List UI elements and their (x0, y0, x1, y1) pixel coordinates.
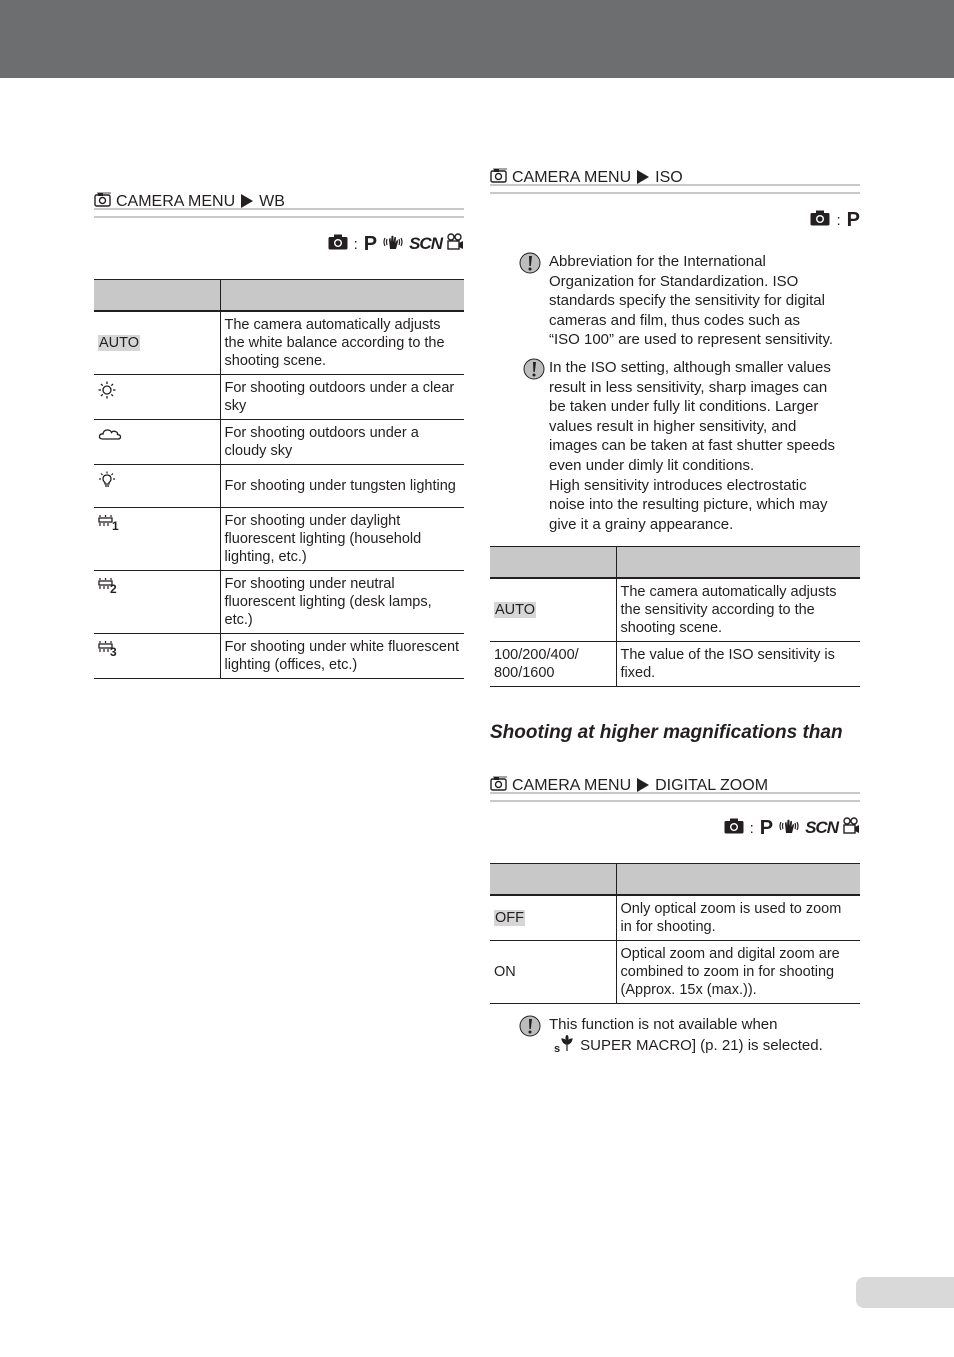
option-description: For shooting under neutral fluorescent lighting (desk lamps, etc.) (220, 571, 464, 634)
table-row (490, 941, 860, 1004)
option-description: The value of the ISO sensitivity is fixed. (616, 642, 860, 687)
zoom-note (549, 1015, 861, 1058)
table-header-row (490, 547, 860, 579)
option-label: 100/200/400/ 800/1600 (490, 642, 616, 687)
zoom-menu-label: CAMERA MENU (512, 777, 632, 794)
stabilization-mode-icon (777, 817, 801, 840)
scene-mode-label: SCN (409, 234, 442, 253)
program-mode-label: P (846, 208, 860, 231)
stabilization-mode-icon (381, 233, 405, 256)
option-description: Optical zoom and digital zoom are combined to zoom in for shooting (Approx. 15x (max.)). (616, 941, 860, 1004)
modes-colon: : (836, 211, 841, 229)
note-line: values result in higher sensitivity, and (549, 417, 797, 435)
note-line-2: s SUPER MACRO] (p. 21) is selected. (549, 1035, 861, 1059)
caution-icon (523, 358, 545, 386)
iso-note-sensitivity (549, 358, 861, 534)
note-line: standards specify the sensitivity for digital (549, 292, 825, 310)
note-line: “ISO 100” are used to represent sensitivity. (549, 331, 834, 349)
program-mode-label: P (759, 816, 774, 839)
table-row (94, 420, 464, 465)
note-line: Abbreviation for the International (549, 253, 766, 270)
wb-menu-item: WB (259, 193, 285, 210)
zoom-menu-item: DIGITAL ZOOM (655, 777, 769, 794)
note-line: be taken under fully lit conditions. Larger (549, 398, 819, 416)
zoom-modes (686, 816, 860, 840)
note-line: even under dimly lit conditions. (549, 456, 755, 474)
wb-menu-label: CAMERA MENU (116, 193, 236, 210)
option-description: For shooting under white fluorescent lighting (offices, etc.) (220, 634, 464, 679)
modes-colon: : (749, 819, 754, 837)
option-description: The camera automatically adjusts the white balance according to the shooting scene. (220, 311, 464, 375)
wb-modes (290, 232, 464, 256)
arrow-right-icon (637, 778, 649, 792)
sunny-icon (98, 387, 116, 403)
svg-text:s: s (554, 1042, 561, 1053)
zoom-options-table (490, 863, 860, 1004)
table-header-row (94, 280, 464, 312)
note-line: give it a grainy appearance. (549, 515, 734, 533)
table-header-row (490, 864, 860, 896)
caution-icon (519, 1015, 541, 1043)
svg-text:2: 2 (110, 582, 117, 595)
top-banner (0, 0, 954, 78)
camera-mode-icon (328, 234, 348, 255)
fluorescent-1-icon (98, 520, 120, 536)
super-macro-icon (554, 1035, 576, 1059)
option-description: The camera automatically adjusts the sensitivity according to the shooting scene. (616, 578, 860, 642)
note-line: In the ISO setting, although smaller values (549, 359, 831, 376)
arrow-right-icon (241, 194, 253, 208)
scene-mode-label: SCN (805, 818, 838, 837)
iso-options-table (490, 546, 860, 687)
section-title: Shooting at higher magnifications than (490, 722, 843, 743)
movie-mode-icon (842, 817, 860, 840)
iso-menu-path (490, 168, 860, 190)
table-row (94, 375, 464, 420)
program-mode-label: P (363, 232, 378, 255)
option-label: ON (490, 941, 616, 1004)
camera-mode-icon (810, 210, 830, 231)
zoom-menu-path (490, 776, 860, 798)
table-row (94, 311, 464, 375)
iso-menu-item: ISO (655, 169, 683, 186)
cloudy-icon (98, 430, 122, 446)
table-row (490, 578, 860, 642)
fluorescent-3-icon (98, 646, 120, 662)
table-row (490, 642, 860, 687)
table-row (94, 508, 464, 571)
note-line: High sensitivity introduces electrostatic (549, 476, 807, 494)
default-option-label: AUTO (99, 335, 140, 351)
note-line: images can be taken at fast shutter speeds (549, 437, 836, 455)
iso-note-definition (549, 252, 861, 350)
camera-mode-icon (724, 818, 744, 839)
note-line: Organization for Standardization. ISO (549, 272, 799, 290)
iso-menu-label: CAMERA MENU (512, 169, 632, 186)
movie-mode-icon (446, 233, 464, 256)
iso-modes (760, 208, 860, 232)
table-row (94, 571, 464, 634)
wb-options-table (94, 279, 464, 679)
option-description: For shooting outdoors under a clear sky (220, 375, 464, 420)
note-line: cameras and film, thus codes such as (549, 311, 800, 329)
table-row (490, 895, 860, 941)
tungsten-icon (98, 477, 116, 493)
note-line: noise into the resulting picture, which may (549, 496, 828, 514)
page-number-tab (856, 1277, 954, 1308)
table-row (94, 634, 464, 679)
modes-colon: : (353, 235, 358, 253)
caution-icon (519, 252, 541, 280)
option-description: For shooting outdoors under a cloudy sky (220, 420, 464, 465)
default-option-label: AUTO (495, 602, 536, 618)
option-description: For shooting under daylight fluorescent lighting (household lighting, etc.) (220, 508, 464, 571)
wb-menu-path (94, 192, 464, 214)
svg-text:1: 1 (112, 519, 119, 532)
fluorescent-2-icon (98, 583, 120, 599)
option-description: Only optical zoom is used to zoom in for shooting. (616, 895, 860, 941)
table-row (94, 465, 464, 508)
default-option-label: OFF (495, 910, 524, 926)
option-description: For shooting under tungsten lighting (220, 465, 464, 508)
svg-text:3: 3 (110, 645, 117, 658)
note-line: This function is not available when (549, 1016, 778, 1033)
note-line: result in less sensitivity, sharp images can (549, 378, 828, 396)
arrow-right-icon (637, 170, 649, 184)
